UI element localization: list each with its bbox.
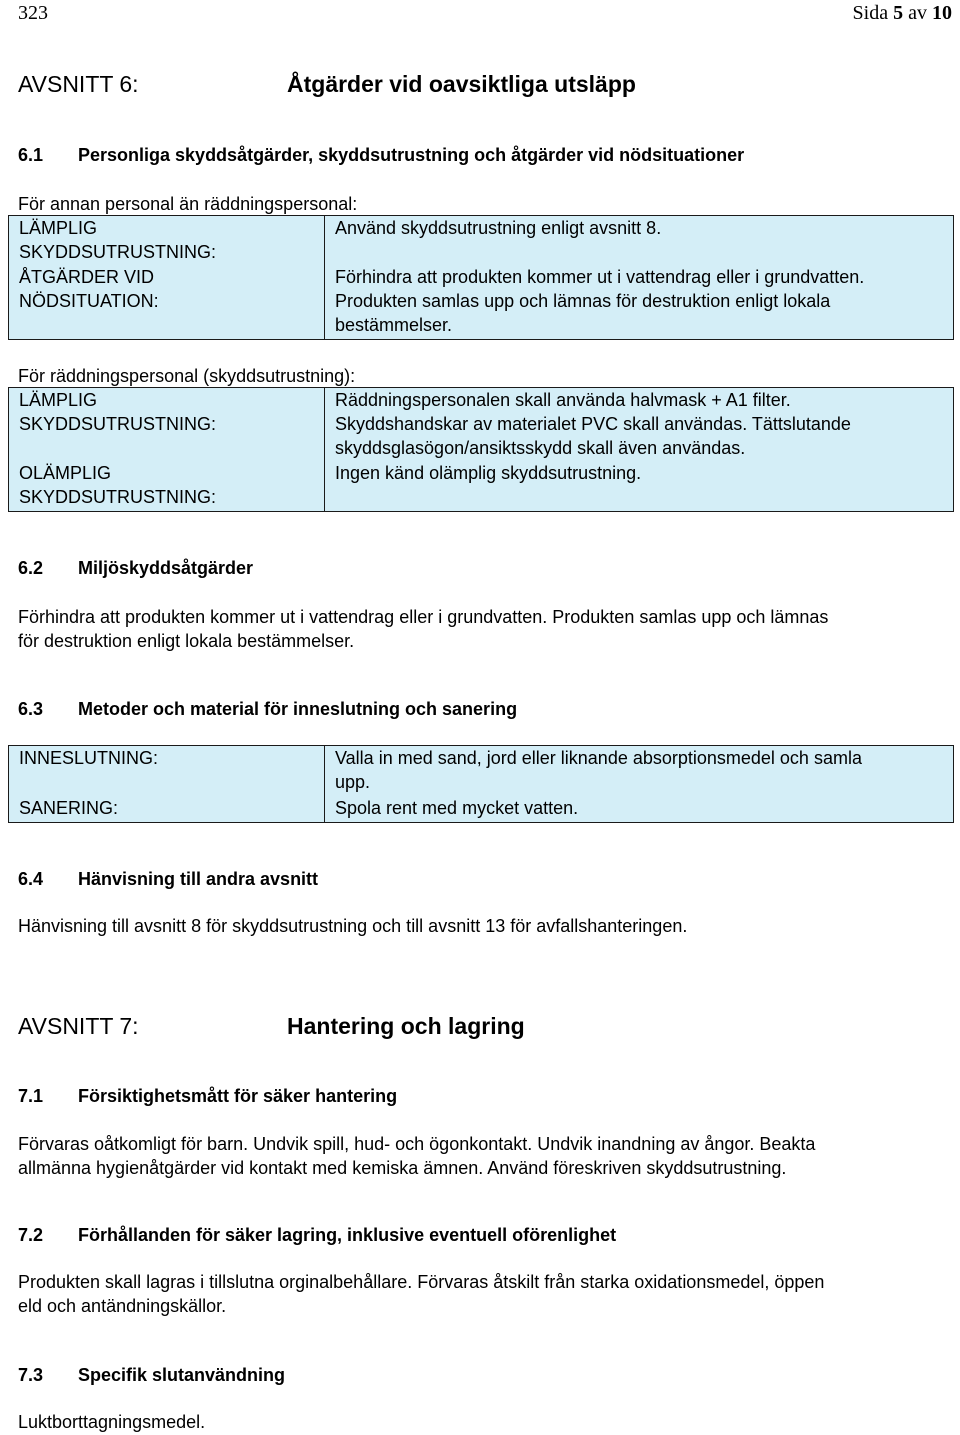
non-emergency-intro: För annan personal än räddningspersonal:	[18, 194, 358, 214]
value-line: Skyddshandskar av materialet PVC skall användas. Tättslutande	[335, 414, 851, 434]
value-line: Räddningspersonalen skall använda halvmask + A1 filter.	[335, 390, 791, 410]
row-label	[19, 388, 216, 436]
subsection-7-2-number: 7.2	[18, 1225, 44, 1245]
label-line: LÄMPLIG	[19, 390, 98, 410]
document-number: 323	[18, 2, 48, 24]
section-6-title: Åtgärder vid oavsiktliga utsläpp	[287, 71, 636, 97]
row-value	[335, 216, 661, 240]
label-line: SKYDDSUTRUSTNING:	[19, 242, 217, 262]
page-of: av	[908, 2, 927, 24]
subsection-6-4-number: 6.4	[18, 869, 44, 889]
emergency-intro: För räddningspersonal (skyddsutrustning):	[18, 366, 356, 386]
label-line: LÄMPLIG	[19, 218, 98, 238]
label-line: SKYDDSUTRUSTNING:	[19, 487, 217, 507]
value-line: Ingen känd olämplig skyddsutrustning.	[335, 463, 642, 483]
subsection-7-3-text: Luktborttagningsmedel.	[18, 1412, 206, 1432]
subsection-6-1-number: 6.1	[18, 145, 44, 165]
label-line: SKYDDSUTRUSTNING:	[19, 414, 217, 434]
subsection-6-2-title: Miljöskyddsåtgärder	[78, 558, 254, 578]
value-line: upp.	[335, 772, 371, 792]
subsection-7-1-text	[18, 1132, 815, 1180]
row-label	[19, 461, 216, 509]
emergency-table	[8, 387, 954, 512]
subsection-6-2-text	[18, 605, 828, 653]
column-divider	[324, 216, 325, 339]
page-label: Sida	[852, 2, 889, 24]
value-line: bestämmelser.	[335, 315, 453, 335]
subsection-7-2-text	[18, 1270, 824, 1318]
section-7-title: Hantering och lagring	[287, 1013, 525, 1039]
row-label	[19, 265, 159, 313]
text-line: för destruktion enligt lokala bestämmelser.	[18, 631, 355, 651]
text-line: allmänna hygienåtgärder vid kontakt med kemiska ämnen. Använd föreskriven skyddsutrustning.	[18, 1158, 787, 1178]
subsection-6-3-number: 6.3	[18, 699, 44, 719]
row-label	[19, 796, 118, 820]
label-line: INNESLUTNING:	[19, 748, 159, 768]
column-divider	[324, 388, 325, 511]
page-indicator	[853, 2, 952, 24]
value-line: skyddsglasögon/ansiktsskydd skall även användas.	[335, 438, 746, 458]
subsection-6-3-title: Metoder och material för inneslutning och sanering	[78, 699, 518, 719]
value-line: Använd skyddsutrustning enligt avsnitt 8.	[335, 218, 662, 238]
label-line: OLÄMPLIG	[19, 463, 112, 483]
value-line: Förhindra att produkten kommer ut i vattendrag eller i grundvatten.	[335, 267, 865, 287]
row-label	[19, 746, 158, 770]
value-line: Spola rent med mycket vatten.	[335, 798, 579, 818]
text-line: Förvaras oåtkomligt för barn. Undvik spill, hud- och ögonkontakt. Undvik inandning av ångor. Beakta	[18, 1134, 816, 1154]
subsection-6-2-number: 6.2	[18, 558, 44, 578]
text-line: eld och antändningskällor.	[18, 1296, 227, 1316]
row-value	[335, 796, 578, 820]
section-7-label: AVSNITT 7:	[18, 1013, 139, 1039]
page-current: 5	[893, 2, 904, 24]
subsection-7-1-number: 7.1	[18, 1086, 44, 1106]
text-line: Produkten skall lagras i tillslutna orginalbehållare. Förvaras åtskilt från starka oxidationsmedel, öppen	[18, 1272, 825, 1292]
subsection-7-1-title: Försiktighetsmått för säker hantering	[78, 1086, 398, 1106]
label-line: NÖDSITUATION:	[19, 291, 159, 311]
subsection-7-3-title: Specifik slutanvändning	[78, 1365, 286, 1385]
row-value	[335, 388, 851, 460]
subsection-7-2-title: Förhållanden för säker lagring, inklusive eventuell oförenlighet	[78, 1225, 617, 1245]
subsection-6-1-title: Personliga skyddsåtgärder, skyddsutrustning och åtgärder vid nödsituationer	[78, 145, 745, 165]
subsection-6-4-text: Hänvisning till avsnitt 8 för skyddsutrustning och till avsnitt 13 för avfallshanteringen.	[18, 916, 688, 936]
text-line: Förhindra att produkten kommer ut i vattendrag eller i grundvatten. Produkten samlas upp och lämnas	[18, 607, 829, 627]
non-emergency-table	[8, 215, 954, 340]
containment-table	[8, 745, 954, 823]
column-divider	[324, 746, 325, 822]
value-line: Valla in med sand, jord eller liknande absorptionsmedel och samla	[335, 748, 862, 768]
subsection-7-3-number: 7.3	[18, 1365, 44, 1385]
row-value	[335, 265, 864, 337]
row-label	[19, 216, 216, 264]
section-6-label: AVSNITT 6:	[18, 71, 139, 97]
page-total: 10	[932, 2, 952, 24]
subsection-6-4-title: Hänvisning till andra avsnitt	[78, 869, 319, 889]
label-line: ÅTGÄRDER VID	[19, 267, 155, 287]
row-value	[335, 746, 862, 794]
row-value	[335, 461, 641, 485]
value-line: Produkten samlas upp och lämnas för destruktion enligt lokala	[335, 291, 831, 311]
label-line: SANERING:	[19, 798, 119, 818]
